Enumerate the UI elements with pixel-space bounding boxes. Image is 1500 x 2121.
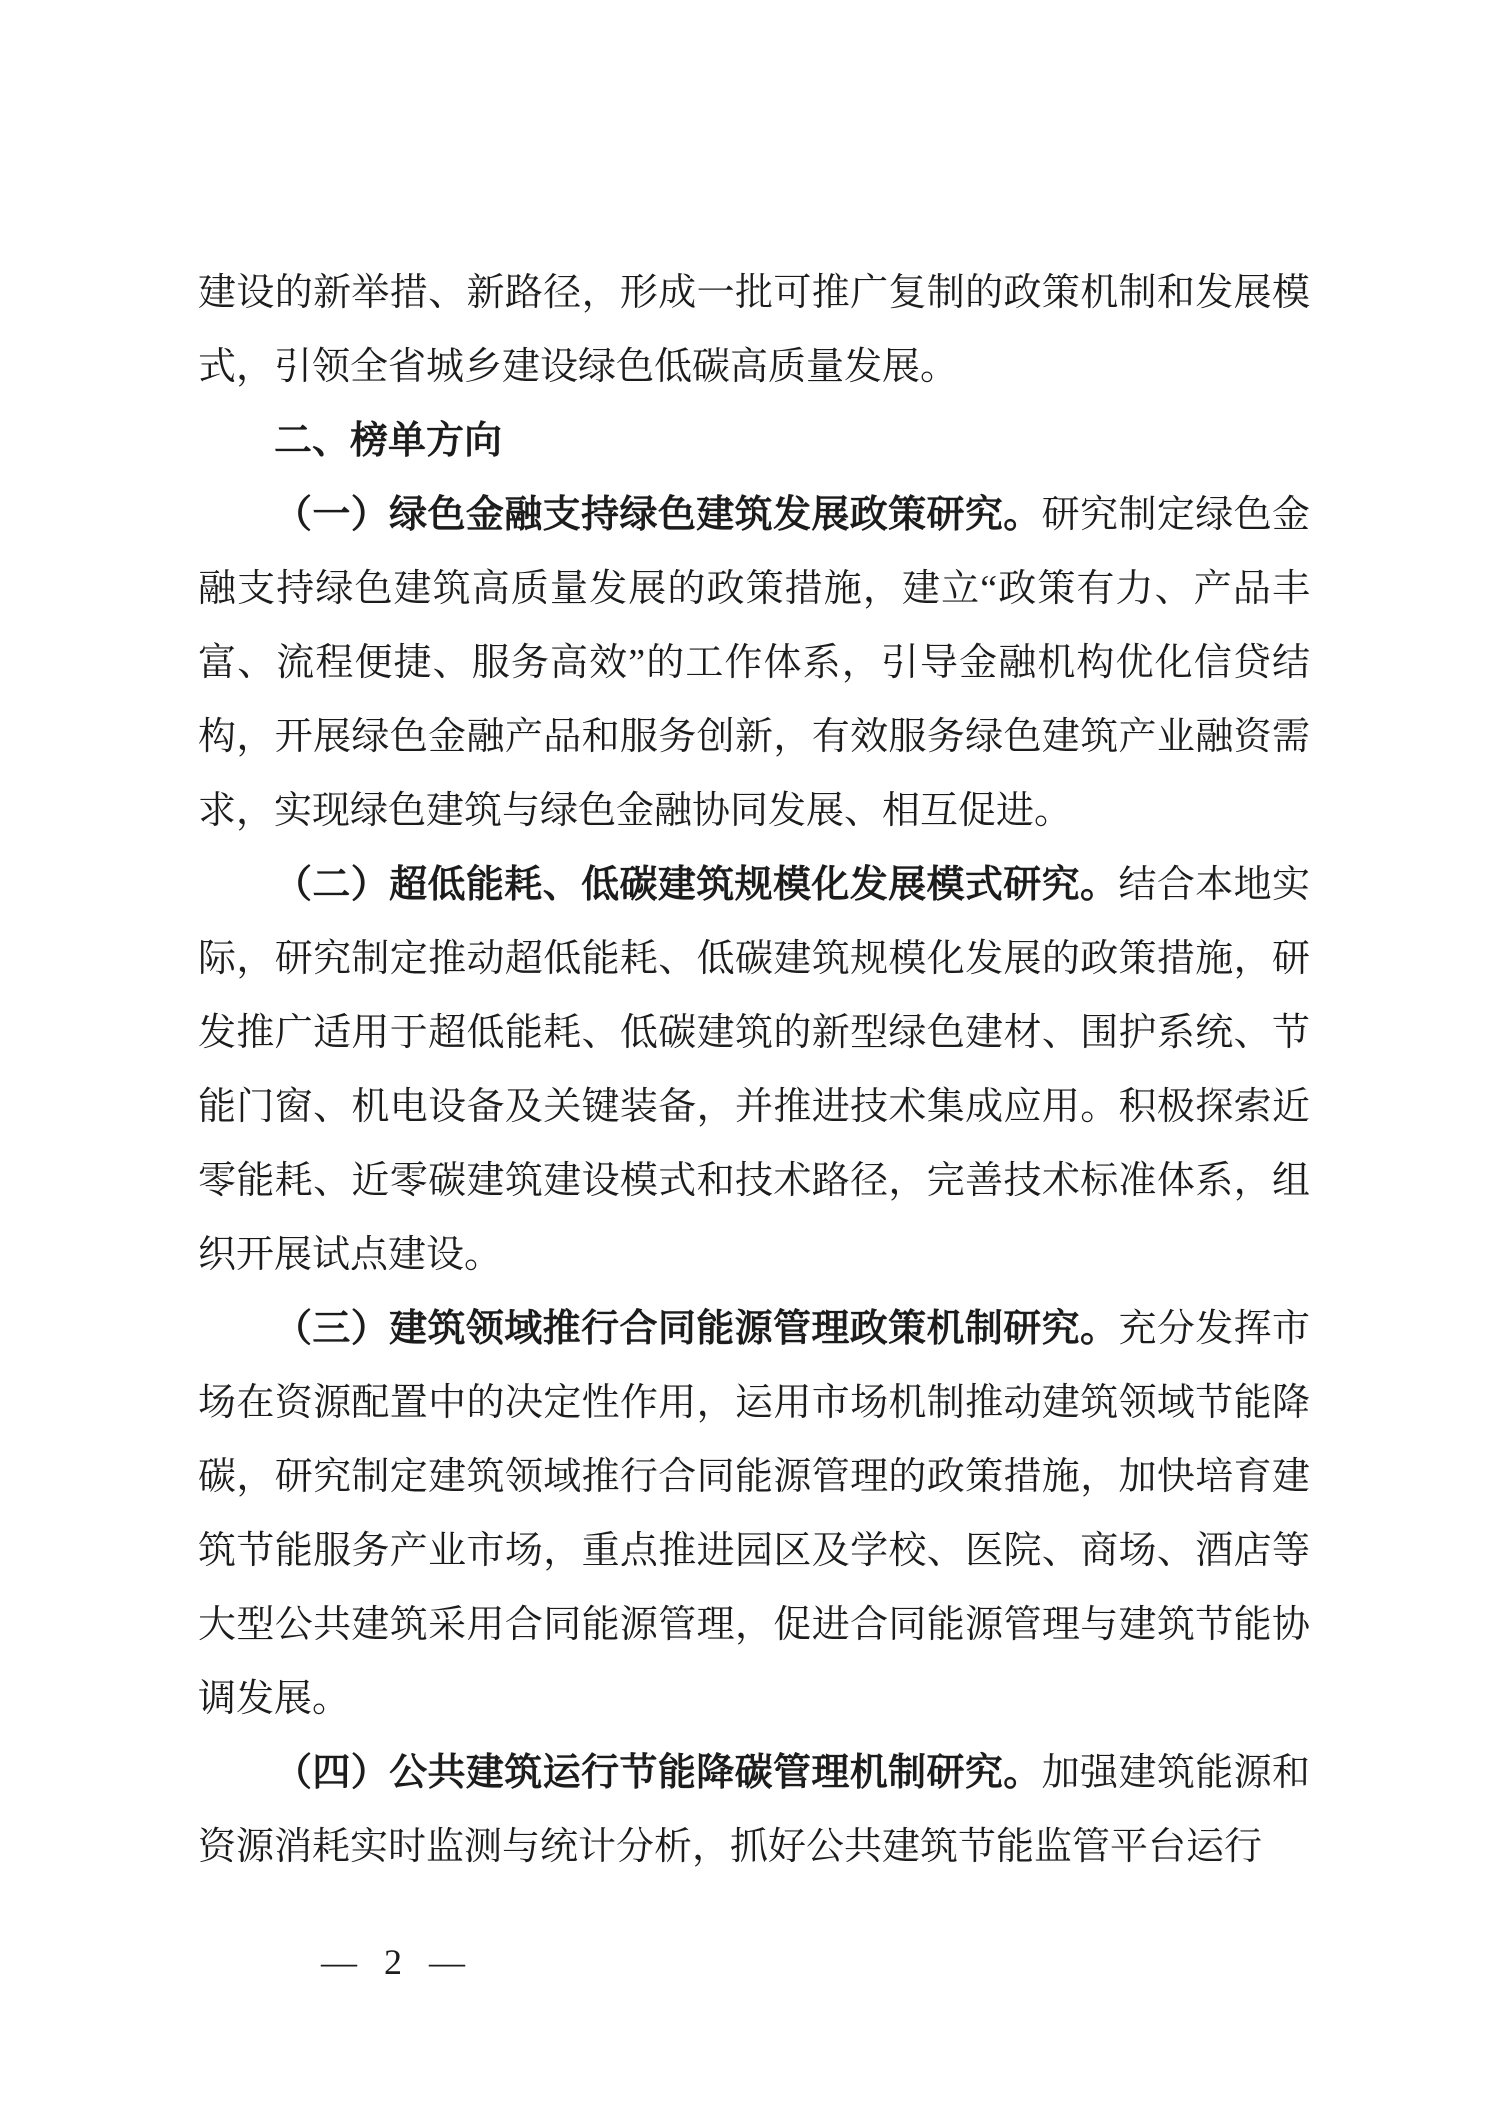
paragraph — [198, 1736, 1310, 1884]
paragraph — [198, 256, 1310, 404]
paragraph-lead-text: （三）建筑领域推行合同能源管理政策机制研究。 — [274, 1308, 1119, 1350]
paragraph-text: 充分发挥市场在资源配置中的决定性作用，运用市场机制推动建筑领域节能降碳，研究制定建筑领域推行合同能源管理的政策措施，加快培育建筑节能服务产业市场，重点推进园区及学校、医院、商场、酒店等大型公共建筑采用合同能源管理，促进合同能源管理与建筑节能协调发展。 — [198, 1308, 1310, 1720]
paragraph-text: 加强建筑能源和资源消耗实时监测与统计分析，抓好公共建筑节能监管平台运行 — [198, 1752, 1310, 1868]
paragraph — [198, 478, 1310, 848]
paragraph — [198, 1292, 1310, 1736]
paragraph-lead-text: 二、榜单方向 — [274, 420, 503, 462]
paragraph-lead-text: （四）公共建筑运行节能降碳管理机制研究。 — [274, 1752, 1042, 1794]
page-number: — 2 — — [321, 1942, 465, 1982]
paragraph-lead-text: （一）绿色金融支持绿色建筑发展政策研究。 — [274, 494, 1042, 536]
paragraph-text: 建设的新举措、新路径，形成一批可推广复制的政策机制和发展模式，引领全省城乡建设绿色低碳高质量发展。 — [198, 272, 1310, 388]
document-body — [198, 256, 1310, 1884]
section-heading — [198, 404, 1310, 478]
paragraph-text: 结合本地实际，研究制定推动超低能耗、低碳建筑规模化发展的政策措施，研发推广适用于超低能耗、低碳建筑的新型绿色建材、围护系统、节能门窗、机电设备及关键装备，并推进技术集成应用。积极探索近零能耗、近零碳建筑建设模式和技术路径，完善技术标准体系，组织开展试点建设。 — [198, 864, 1310, 1276]
page-footer — [213, 1896, 465, 2028]
paragraph — [198, 848, 1310, 1292]
paragraph-text: 研究制定绿色金融支持绿色建筑高质量发展的政策措施，建立“政策有力、产品丰富、流程便捷、服务高效”的工作体系，引导金融机构优化信贷结构，开展绿色金融产品和服务创新，有效服务绿色建筑产业融资需求，实现绿色建筑与绿色金融协同发展、相互促进。 — [198, 494, 1310, 832]
paragraph-lead-text: （二）超低能耗、低碳建筑规模化发展模式研究。 — [274, 864, 1119, 906]
